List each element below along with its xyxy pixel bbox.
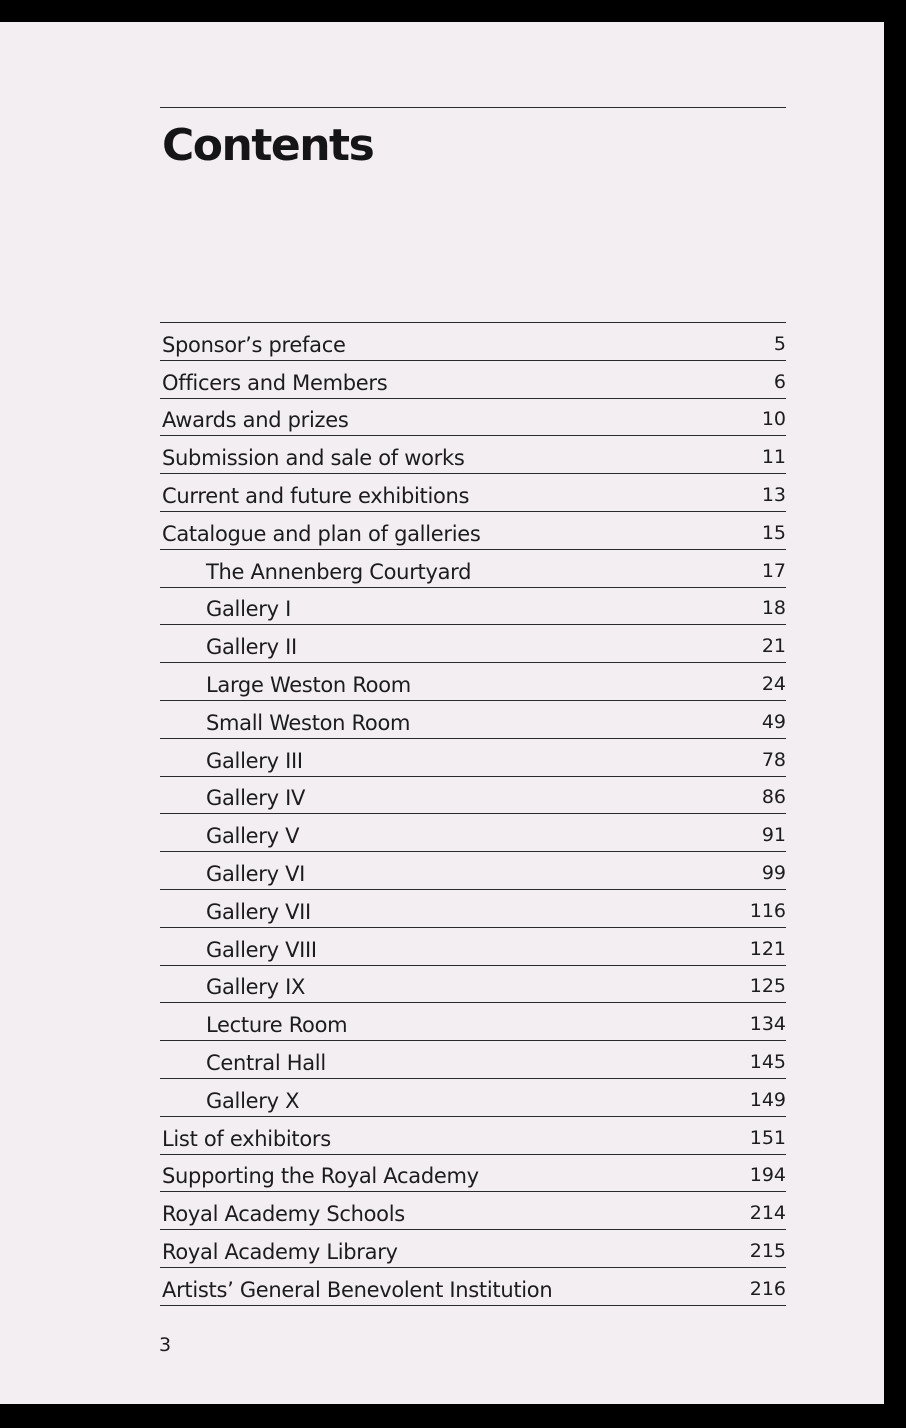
toc-entry — [160, 1117, 786, 1155]
toc-entry — [160, 663, 786, 701]
toc-entry — [160, 474, 786, 512]
toc-entry-title: Sponsor’s preface — [162, 332, 346, 357]
toc-entry — [160, 1003, 786, 1041]
toc-entry-title: Central Hall — [206, 1050, 326, 1075]
toc-entry-title: Gallery IX — [206, 975, 306, 1000]
toc-entry-page: 86 — [761, 786, 786, 809]
toc-entry-page: 6 — [773, 370, 786, 393]
toc-entry-title: Gallery III — [206, 748, 303, 773]
toc-entry-page: 21 — [761, 635, 786, 658]
toc-entry — [160, 323, 786, 361]
toc-entry — [160, 852, 786, 890]
toc-entry — [160, 625, 786, 663]
toc-entry — [160, 928, 786, 966]
toc-entry — [160, 1041, 786, 1079]
toc-entry-title: The Annenberg Courtyard — [206, 559, 472, 584]
toc-entry-title: Lecture Room — [206, 1013, 348, 1038]
toc-entry-page: 10 — [761, 408, 786, 431]
toc-entry-title: Gallery I — [206, 597, 291, 622]
toc-entry — [160, 361, 786, 399]
toc-entry-title: Royal Academy Library — [162, 1239, 398, 1264]
toc-entry-page: 49 — [761, 710, 786, 733]
toc-entry-title: Gallery IV — [206, 786, 306, 811]
page-title: Contents — [162, 120, 374, 171]
toc-entry-title: Submission and sale of works — [162, 446, 465, 471]
toc-entry-title: Current and future exhibitions — [162, 483, 470, 508]
toc-entry — [160, 1192, 786, 1230]
toc-entry-title: Gallery VII — [206, 899, 311, 924]
toc-entry-title: Small Weston Room — [206, 710, 411, 735]
toc-entry — [160, 701, 786, 739]
toc-entry-page: 194 — [749, 1164, 786, 1187]
toc-entry-title: List of exhibitors — [162, 1126, 331, 1151]
toc-entry-page: 121 — [749, 937, 786, 960]
toc-entry — [160, 512, 786, 550]
toc-entry-page: 145 — [749, 1050, 786, 1073]
toc-entry — [160, 436, 786, 474]
toc-entry-title: Awards and prizes — [162, 408, 349, 433]
toc-entry-title: Gallery X — [206, 1088, 300, 1113]
table-of-contents — [160, 322, 786, 1306]
toc-entry — [160, 1079, 786, 1117]
page-number: 3 — [159, 1334, 172, 1356]
toc-entry-page: 13 — [761, 483, 786, 506]
top-rule — [160, 107, 786, 108]
toc-entry — [160, 966, 786, 1004]
toc-entry-page: 134 — [749, 1013, 786, 1036]
toc-entry-page: 78 — [761, 748, 786, 771]
toc-entry-title: Supporting the Royal Academy — [162, 1164, 479, 1189]
toc-entry-title: Catalogue and plan of galleries — [162, 521, 481, 546]
toc-entry — [160, 890, 786, 928]
toc-entry — [160, 1230, 786, 1268]
toc-entry-page: 125 — [749, 975, 786, 998]
toc-entry-page: 15 — [761, 521, 786, 544]
toc-entry — [160, 1268, 786, 1306]
toc-entry-page: 18 — [761, 597, 786, 620]
toc-entry-page: 216 — [749, 1277, 786, 1300]
toc-entry-page: 214 — [749, 1202, 786, 1225]
toc-entry — [160, 588, 786, 626]
toc-entry-page: 17 — [761, 559, 786, 582]
toc-entry-title: Gallery V — [206, 824, 300, 849]
toc-entry — [160, 399, 786, 437]
toc-entry-title: Gallery VIII — [206, 937, 317, 962]
toc-entry — [160, 1155, 786, 1193]
toc-entry-page: 5 — [773, 332, 786, 355]
toc-entry-title: Gallery VI — [206, 861, 306, 886]
contents-page — [0, 22, 884, 1404]
toc-entry-page: 24 — [761, 672, 786, 695]
toc-entry-title: Officers and Members — [162, 370, 388, 395]
toc-entry — [160, 739, 786, 777]
toc-entry-page: 91 — [761, 824, 786, 847]
toc-entry — [160, 814, 786, 852]
toc-entry-title: Artists’ General Benevolent Institution — [162, 1277, 553, 1302]
toc-entry-page: 151 — [749, 1126, 786, 1149]
toc-entry — [160, 550, 786, 588]
toc-entry-page: 116 — [749, 899, 786, 922]
toc-entry-title: Large Weston Room — [206, 672, 411, 697]
toc-entry-page: 149 — [749, 1088, 786, 1111]
toc-entry — [160, 777, 786, 815]
toc-entry-title: Gallery II — [206, 635, 297, 660]
toc-entry-page: 99 — [761, 861, 786, 884]
toc-entry-page: 215 — [749, 1239, 786, 1262]
toc-entry-page: 11 — [761, 446, 786, 469]
toc-entry-title: Royal Academy Schools — [162, 1202, 405, 1227]
